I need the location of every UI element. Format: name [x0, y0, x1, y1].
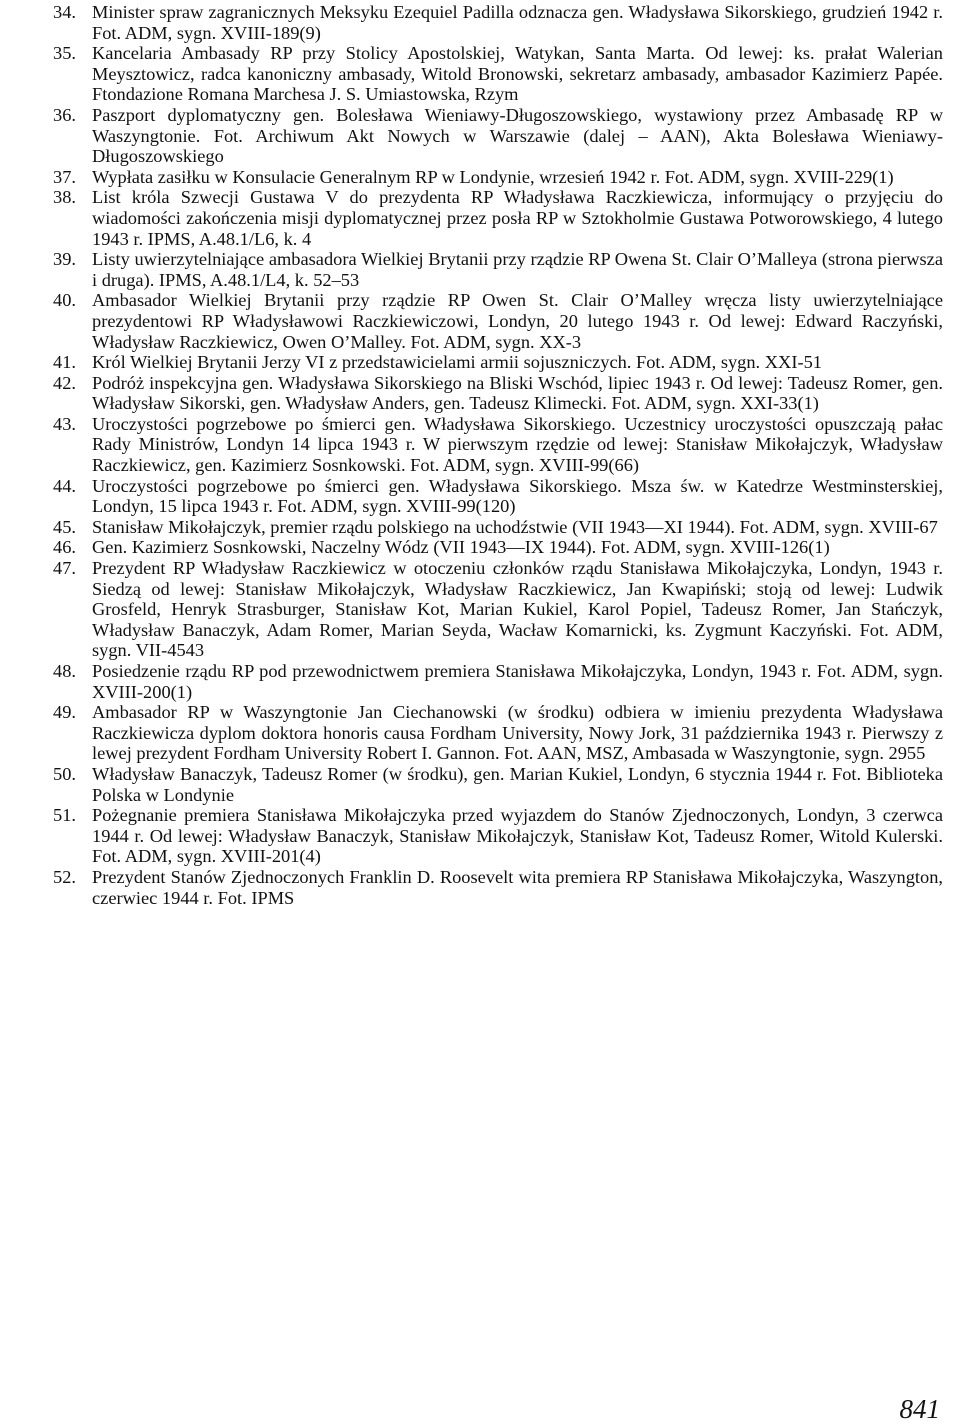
caption-number: 35.	[53, 43, 76, 64]
caption-item	[53, 867, 943, 908]
caption-item	[53, 373, 943, 414]
caption-number: 34.	[53, 2, 76, 22]
caption-number: 38.	[53, 187, 76, 208]
caption-number: 41.	[53, 352, 76, 373]
caption-number: 48.	[53, 661, 76, 681]
caption-text: Prezydent RP Władysław Raczkiewicz w otoczeniu członków rządu Stanisława Mikołajczyka, Londyn, 1943 r. Siedzą od lewej: Stanisław Mikołajczyk, Władysław Raczkiewicz, Jan Kwapiński; stoją od lewej: Ludwik Grosfeld, Henryk Strasburger, Stanisław Kot, Marian Kukiel, Karol Popiel, Tadeusz Romer, Jan Stańczyk, Władysław Banaczyk, Adam Romer, Marian Seyda, Wacław Komarnicki, ks. Zygmunt Kaczyński. Fot. ADM, sygn. VII-4543	[92, 558, 943, 661]
caption-number: 50.	[53, 763, 76, 784]
photo-caption-list	[53, 2, 943, 908]
caption-number: 46.	[53, 537, 76, 558]
page-number: 841	[899, 1394, 940, 1424]
caption-text: Listy uwierzytelniające ambasadora Wielkiej Brytanii przy rządzie RP Owena St. Clair O’Malleya (strona pierwsza i druga). IPMS, A.48.1/L4, k. 52–53	[92, 249, 943, 290]
caption-text: Uroczystości pogrzebowe po śmierci gen. Władysława Sikorskiego. Msza św. w Katedrze Westminsterskiej, Londyn, 15 lipca 1943 r. Fot. ADM, sygn. XVIII-99(120)	[92, 475, 943, 517]
caption-item	[53, 476, 943, 517]
caption-text: Pożegnanie premiera Stanisława Mikołajczyka przed wyjazdem do Stanów Zjednoczonych, Londyn, 3 czerwca 1944 r. Od lewej: Władysław Banaczyk, Stanisław Mikołajczyk, Stanisław Kot, Tadeusz Romer, Witold Kulerski. Fot. ADM, sygn. XVIII-201(4)	[92, 805, 943, 867]
caption-text: Władysław Banaczyk, Tadeusz Romer (w środku), gen. Marian Kukiel, Londyn, 6 stycznia 1944 r. Fot. Biblioteka Polska w Londynie	[92, 763, 943, 805]
caption-text: Paszport dyplomatyczny gen. Bolesława Wieniawy-Długoszowskiego, wystawiony przez Ambasadę RP w Waszyngtonie. Fot. Archiwum Akt Nowych w Warszawie (dalej – AAN), Akta Bolesława Wieniawy-Długoszowskiego	[92, 104, 943, 167]
caption-item	[53, 558, 943, 661]
caption-number: 49.	[53, 702, 76, 723]
caption-item	[53, 2, 943, 43]
caption-text: Prezydent Stanów Zjednoczonych Franklin D. Roosevelt wita premiera RP Stanisława Mikołajczyka, Waszyngton, czerwiec 1944 r. Fot. IPMS	[92, 866, 943, 908]
caption-item	[53, 414, 943, 476]
caption-text: Kancelaria Ambasady RP przy Stolicy Apostolskiej, Watykan, Santa Marta. Od lewej: ks. prałat Walerian Meysztowicz, radca kanoniczny ambasady, Witold Bronowski, sekretarz ambasady, ambasador Kazimierz Papée. Ftondazione Romana Marchesa J. S. Umiastowska, Rzym	[92, 43, 943, 105]
caption-number: 36.	[53, 104, 76, 125]
caption-text: Minister spraw zagranicznych Meksyku Ezequiel Padilla odznacza gen. Władysława Sikorskiego, grudzień 1942 r. Fot. ADM, sygn. XVIII-189(9)	[92, 2, 943, 43]
caption-item	[53, 290, 943, 352]
caption-text: Podróż inspekcyjna gen. Władysława Sikorskiego na Bliski Wschód, lipiec 1943 r. Od lewej: Tadeusz Romer, gen. Władysław Sikorski, gen. Władysław Anders, gen. Tadeusz Klimecki. Fot. ADM, sygn. XXI-33(1)	[92, 372, 943, 414]
caption-number: 47.	[53, 558, 76, 579]
caption-number: 45.	[53, 516, 76, 537]
caption-item	[53, 702, 943, 764]
caption-item	[53, 537, 943, 558]
caption-text: Gen. Kazimierz Sosnkowski, Naczelny Wódz (VII 1943—IX 1944). Fot. ADM, sygn. XVIII-126(1)	[92, 537, 830, 558]
caption-item	[53, 249, 943, 290]
caption-item	[53, 43, 943, 105]
caption-item	[53, 352, 943, 373]
caption-number: 52.	[53, 866, 76, 887]
caption-item	[53, 105, 943, 167]
caption-item	[53, 764, 943, 805]
caption-text: List króla Szwecji Gustawa V do prezydenta RP Władysława Raczkiewicza, informujący o przyjęciu do wiadomości zakończenia misji dyplomatycznej przez posła RP w Sztokholmie Gustawa Potworowskiego, 4 lutego 1943 r. IPMS, A.48.1/L6, k. 4	[92, 187, 943, 249]
caption-number: 43.	[53, 413, 76, 434]
caption-text: Stanisław Mikołajczyk, premier rządu polskiego na uchodźstwie (VII 1943—XI 1944). Fot. ADM, sygn. XVIII-67	[92, 516, 938, 537]
caption-item	[53, 517, 943, 538]
caption-text: Król Wielkiej Brytanii Jerzy VI z przedstawicielami armii sojuszniczych. Fot. ADM, sygn. XXI-51	[92, 352, 822, 373]
caption-text: Posiedzenie rządu RP pod przewodnictwem premiera Stanisława Mikołajczyka, Londyn, 1943 r. Fot. ADM, sygn. XVIII-200(1)	[92, 661, 943, 702]
caption-text: Ambasador Wielkiej Brytanii przy rządzie RP Owen St. Clair O’Malley wręcza listy uwierzytelniające prezydentowi RP Władysławowi Raczkiewiczowi, Londyn, 20 lutego 1943 r. Od lewej: Edward Raczyński, Władysław Raczkiewicz, Owen O’Malley. Fot. ADM, sygn. XX-3	[92, 290, 943, 352]
caption-text: Uroczystości pogrzebowe po śmierci gen. Władysława Sikorskiego. Uczestnicy uroczystości opuszczają pałac Rady Ministrów, Londyn 14 lipca 1943 r. W pierwszym rzędzie od lewej: Stanisław Mikołajczyk, Władysław Raczkiewicz, gen. Kazimierz Sosnkowski. Fot. ADM, sygn. XVIII-99(66)	[92, 413, 943, 476]
caption-number: 40.	[53, 290, 76, 311]
caption-number: 51.	[53, 805, 76, 826]
caption-number: 44.	[53, 475, 76, 496]
caption-item	[53, 805, 943, 867]
caption-item	[53, 167, 943, 188]
caption-text: Wypłata zasiłku w Konsulacie Generalnym RP w Londynie, wrzesień 1942 r. Fot. ADM, sygn. XVIII-229(1)	[92, 166, 894, 187]
caption-text: Ambasador RP w Waszyngtonie Jan Ciechanowski (w środku) odbiera w imieniu prezydenta Władysława Raczkiewicza dyplom doktora honoris causa Fordham University, Nowy Jork, 31 października 1943 r. Pierwszy z lewej prezydent Fordham University Robert I. Gannon. Fot. AAN, MSZ, Ambasada w Waszyngtonie, sygn. 2955	[92, 702, 943, 764]
caption-item	[53, 661, 943, 702]
caption-number: 42.	[53, 372, 76, 393]
caption-item	[53, 187, 943, 249]
caption-number: 39.	[53, 249, 76, 270]
caption-number: 37.	[53, 166, 76, 187]
